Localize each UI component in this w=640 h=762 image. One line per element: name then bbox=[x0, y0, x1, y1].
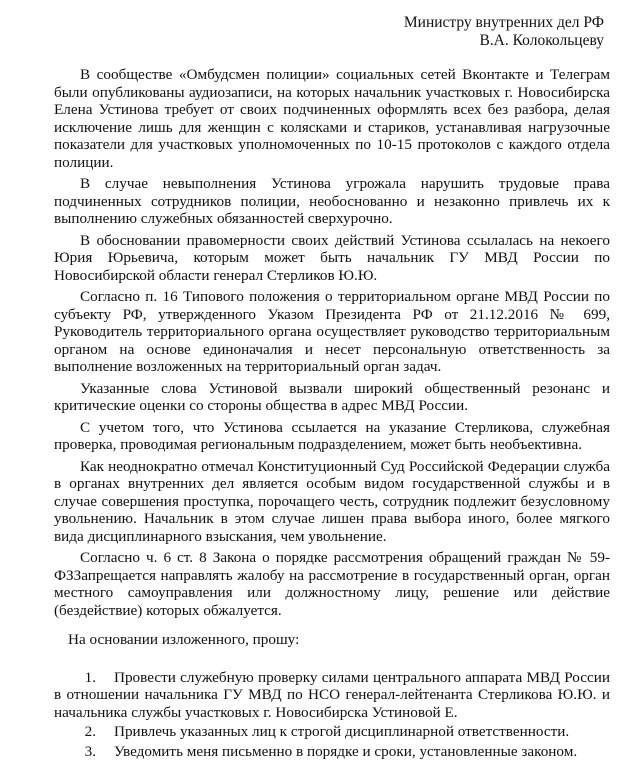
paragraph: Указанные слова Устиновой вызвали широкий общественный резонанс и критические оценки со стороны общества в адрес МВД России. bbox=[54, 379, 610, 414]
paragraph: В обосновании правомерности своих действий Устинова ссылалась на некоего Юрия Юрьевича, которым может быть начальник ГУ МВД России по Новосибирской области генерал Стерликов Ю.Ю. bbox=[54, 231, 610, 284]
request-list bbox=[54, 669, 610, 761]
list-item-text: Привлечь указанных лиц к строгой дисциплинарной ответственности. bbox=[114, 723, 570, 740]
addressee-block bbox=[404, 14, 604, 50]
list-item-text: Провести служебную проверку силами центрального аппарата МВД России в отношении начальника ГУ МВД по НСО генерал-лейтенанта Стерликова Ю.Ю. и начальника службы участковых г. Новосибирска Устиновой Е. bbox=[54, 668, 610, 721]
list-item-number: 3. bbox=[84, 742, 96, 760]
list-item bbox=[54, 723, 610, 741]
list-item bbox=[54, 669, 610, 722]
request-intro: На основании изложенного, прошу: bbox=[68, 631, 300, 648]
paragraph: С учетом того, что Устинова ссылается на указание Стерликова, служебная проверка, проводимая региональным подразделением, может быть необъективна. bbox=[54, 418, 610, 453]
list-item-text: Уведомить меня письменно в порядке и сроки, установленные законом. bbox=[114, 742, 578, 760]
list-item-number: 1. bbox=[84, 668, 96, 686]
paragraph: Как неоднократно отмечал Конституционный Суд Российской Федерации служба в органах внутренних дел является особым видом государственной службы и в случае совершения проступка, порочащего честь, сотрудник подлежит безусловному увольнению. Начальник в этом случае лишен права выбора иного, более мягкого вида дисциплинарного взыскания, чем увольнение. bbox=[54, 457, 610, 545]
paragraph: Согласно ч. 6 ст. 8 Закона о порядке рассмотрения обращений граждан № 59-ФЗЗапрещается направлять жалобу на рассмотрение в государственный орган, орган местного самоуправления или должностному лицу, решение или действие (бездействие) которых обжалуется. bbox=[54, 549, 610, 619]
paragraph: В сообществе «Омбудсмен полиции» социальных сетей Вконтакте и Телеграм были опубликованы аудиозаписи, на которых начальник участковых г. Новосибирска Елена Устинова требует от своих подчиненных оформлять всех без разбора, делая исключение лишь для женщин с колясками и стариков, устанавливая нагрузочные показатели для участковых уполномоченных по 10-15 протоколов с каждого отдела полиции. bbox=[54, 66, 610, 171]
list-item bbox=[54, 743, 610, 761]
paragraph: Согласно п. 16 Типового положения о территориальном органе МВД России по субъекту РФ, утвержденного Указом Президента РФ от 21.12.2016 № 699, Руководитель территориального органа осуществляет руководство территориальным органом на основе единоначалия и несет персональную ответственность за выполнение возложенных на территориальный орган задач. bbox=[54, 288, 610, 375]
list-item-number: 2. bbox=[84, 723, 96, 740]
paragraph: В случае невыполнения Устинова угрожала нарушить трудовые права подчиненных сотрудников полиции, необоснованно и незаконно привлечь их к выполнению служебных обязанностей сверхурочно. bbox=[54, 175, 610, 227]
letter-body bbox=[54, 66, 610, 762]
addressee-name: В.А. Колокольцеву bbox=[479, 32, 604, 49]
addressee-title: Министру внутренних дел РФ bbox=[403, 14, 604, 31]
